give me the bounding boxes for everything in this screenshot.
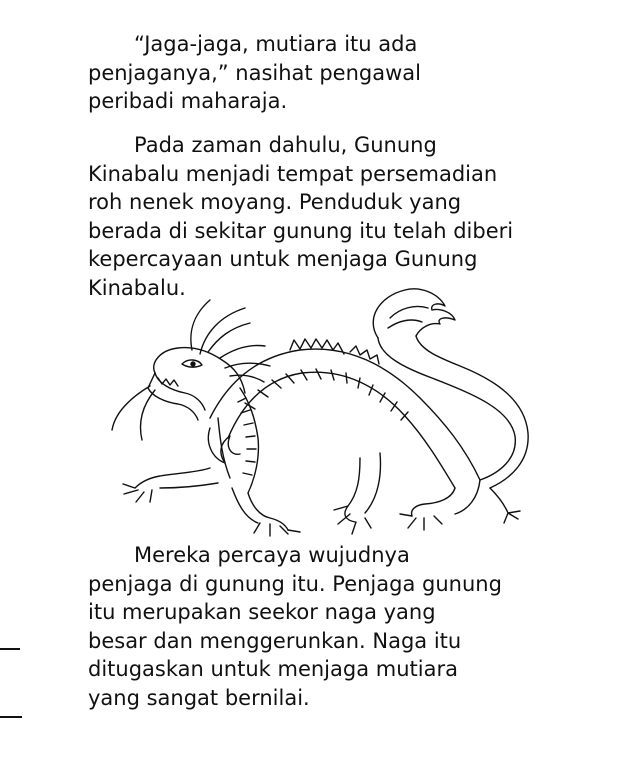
text-line: yang sangat bernilai. bbox=[88, 685, 310, 710]
paragraph-warning bbox=[88, 30, 558, 116]
paragraph-guardian bbox=[88, 541, 558, 712]
text-line: Kinabalu menjadi tempat persemadian bbox=[88, 161, 498, 186]
margin-rule bbox=[0, 716, 22, 718]
text-line: roh nenek moyang. Penduduk yang bbox=[88, 190, 462, 214]
dragon-illustration bbox=[60, 278, 540, 540]
text-line: “Jaga-jaga, mutiara itu ada bbox=[134, 32, 418, 56]
text-line: berada di sekitar gunung itu telah diberi bbox=[88, 218, 514, 243]
text-line: Mereka percaya wujudnya bbox=[134, 543, 410, 567]
text-line: ditugaskan untuk menjaga mutiara bbox=[88, 657, 458, 681]
text-line: itu merupakan seekor naga yang bbox=[88, 600, 436, 624]
margin-rule bbox=[0, 648, 20, 650]
text-line: peribadi maharaja. bbox=[88, 89, 288, 113]
text-line: besar dan menggerunkan. Naga itu bbox=[88, 628, 462, 653]
paragraph-kinabalu bbox=[88, 131, 558, 302]
text-line: penjaganya,” nasihat pengawal bbox=[88, 60, 421, 85]
text-line: Kinabalu. bbox=[88, 275, 186, 300]
text-line: penjaga di gunung itu. Penjaga gunung bbox=[88, 571, 502, 596]
text-line: Pada zaman dahulu, Gunung bbox=[134, 133, 437, 157]
text-line: kepercayaan untuk menjaga Gunung bbox=[88, 247, 478, 271]
